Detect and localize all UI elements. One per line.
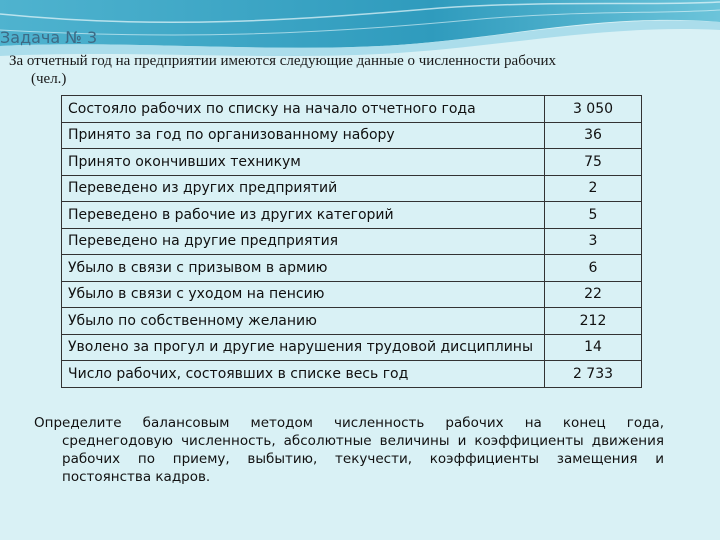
row-label: Убыло по собственному желанию [62,308,545,335]
row-label: Состояло рабочих по списку на начало отчетного года [62,96,545,123]
row-value: 2 733 [545,361,642,388]
row-value: 6 [545,255,642,282]
row-label: Число рабочих, состоявших в списке весь год [62,361,545,388]
table-row [62,122,642,149]
task-line-1: Определите балансовым методом численность рабочих на конец года, [34,415,664,431]
row-label: Убыло в связи с уходом на пенсию [62,281,545,308]
row-value: 3 [545,228,642,255]
row-label: Переведено на другие предприятия [62,228,545,255]
row-label: Убыло в связи с призывом в армию [62,255,545,282]
row-value: 2 [545,175,642,202]
row-label: Принято за год по организованному набору [62,122,545,149]
row-label: Принято окончивших техникум [62,149,545,176]
table-row [62,149,642,176]
row-label: Уволено за прогул и другие нарушения трудовой дисциплины [62,334,545,361]
table-row [62,334,642,361]
row-value: 3 050 [545,96,642,123]
row-label: Переведено из других предприятий [62,175,545,202]
table-row [62,255,642,282]
row-value: 5 [545,202,642,229]
table-row [62,175,642,202]
task-line-2: среднегодовую численность, абсолютные величины и коэффициенты движения [62,433,664,449]
table-row [62,202,642,229]
row-value: 36 [545,122,642,149]
intro-text [9,52,649,88]
task-text [34,414,664,486]
row-value: 212 [545,308,642,335]
table-row [62,361,642,388]
task-line-3: рабочих по приему, выбытию, текучести, коэффициенты замещения и [62,451,664,467]
table-row [62,281,642,308]
row-value: 22 [545,281,642,308]
task-line-4: постоянства кадров. [62,469,211,485]
workers-data-table [61,95,642,388]
intro-line-2: (чел.) [31,71,67,87]
intro-line-1: За отчетный год на предприятии имеются следующие данные о численности рабочих [9,53,557,69]
table-row [62,308,642,335]
row-value: 14 [545,334,642,361]
table-row [62,96,642,123]
page-title: Задача № 3 [0,28,98,47]
row-label: Переведено в рабочие из других категорий [62,202,545,229]
row-value: 75 [545,149,642,176]
table-row [62,228,642,255]
